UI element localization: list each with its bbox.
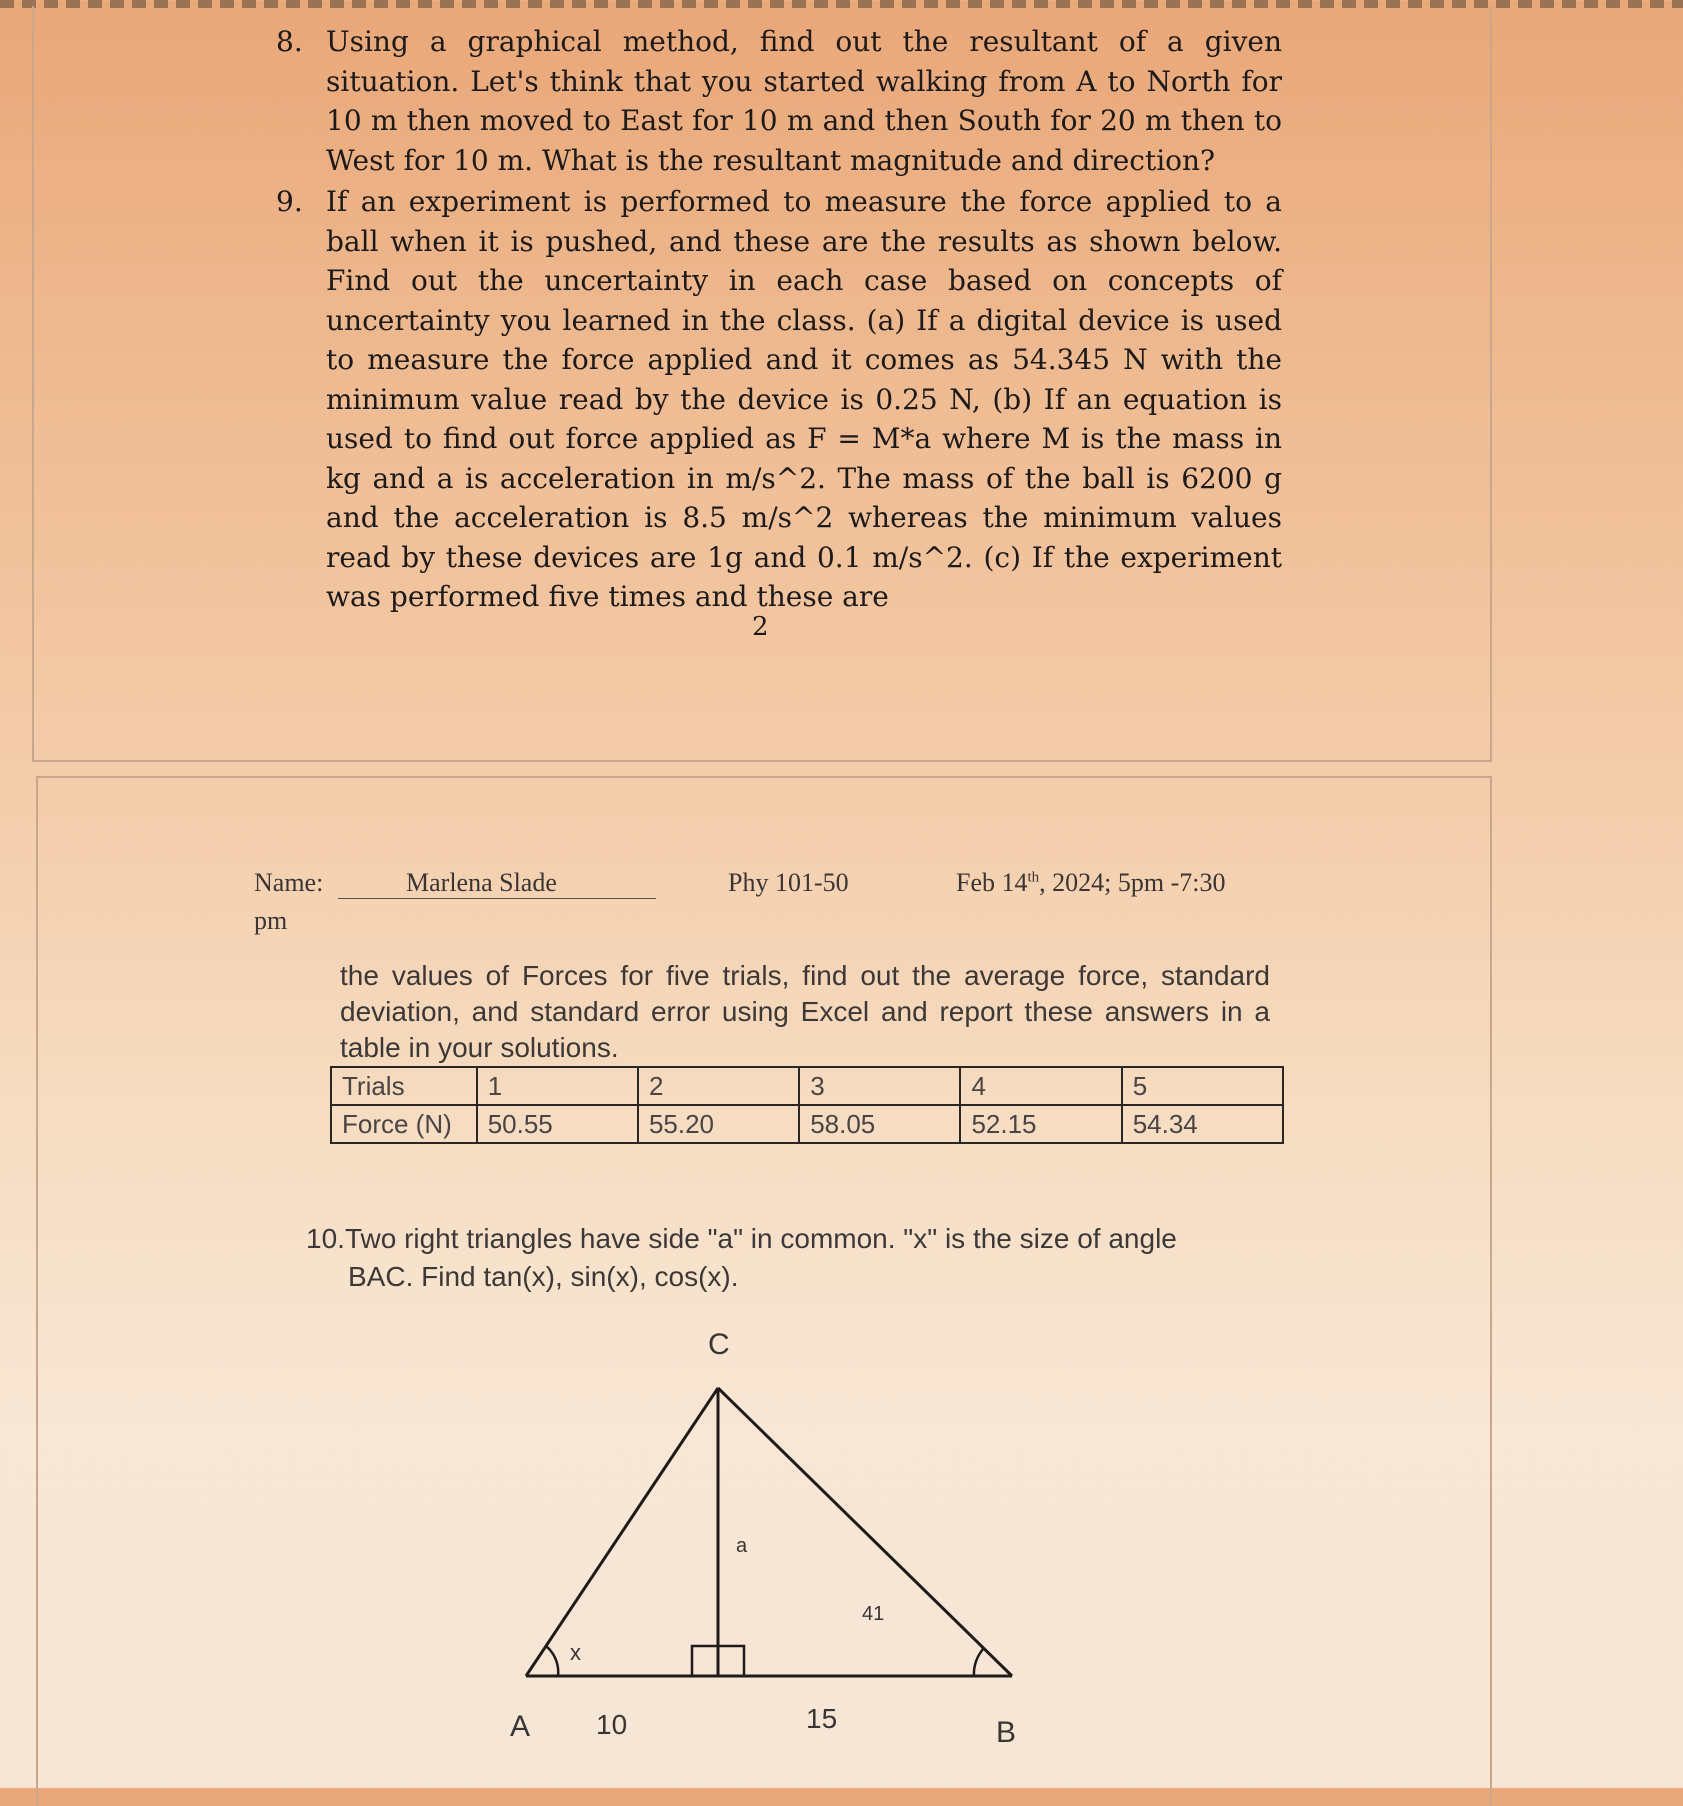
student-name: Marlena Slade [406,868,557,897]
table-cell: 54.34 [1122,1105,1283,1143]
table-cell: Force (N) [331,1105,477,1143]
question-10 [306,1220,1276,1296]
vertex-c-label: C [708,1328,730,1361]
side-hyp-label: 41 [862,1603,885,1625]
table-cell: 4 [960,1067,1121,1105]
question-9-continuation: the values of Forces for five trials, find out the average force, standard deviation, and standard error using Excel and report these answers in a table in your solutions. [340,960,1270,1063]
angle-b-arc [974,1648,984,1676]
side-cb [718,1388,1012,1676]
right-angle-marker-left [692,1646,718,1676]
table-cell: 5 [1122,1067,1283,1105]
class-date: Feb 14th, 2024; 5pm -7:30 [956,868,1226,897]
table-cell: 50.55 [477,1105,638,1143]
table-cell: 1 [477,1067,638,1105]
question-9 [276,182,1282,617]
table-cell: 58.05 [799,1105,960,1143]
table-cell: 55.20 [638,1105,799,1143]
force-trials-table [330,1066,1284,1144]
side-a-label: a [736,1535,748,1557]
name-label: Name: [254,868,324,897]
table-row-trials [331,1067,1283,1105]
question-8-text: Using a graphical method, find out the resultant of a given situation. Let's think that you started walking from A to North for 10 m then moved to East for 10 m and then South for 20 m then to West for 10 m. What is the resultant magnitude and direction? [326,25,1282,177]
table-cell: 2 [638,1067,799,1105]
vertex-a-label: A [510,1710,531,1743]
table-cell: Trials [331,1067,477,1105]
class-date-pm: pm [254,906,288,935]
question-9-text: If an experiment is performed to measure the force applied to a ball when it is pushed, and these are the results as shown below. Find out the uncertainty in each case based on concepts of uncertainty you learned in the class. (a) If a digital device is used to measure the force applied and it comes as 54.345 N with the minimum value read by the device is 0.25 N, (b) If an equation is used to find out force applied as F = M*a where M is the mass in kg and a is acceleration in m/s^2. The mass of the ball is 6200 g and the acceleration is 8.5 m/s^2 whereas the minimum values read by these devices are 1g and 0.1 m/s^2. (c) If the experiment was performed five times and these are [326,185,1282,613]
question-10-line2: BAC. Find tan(x), sin(x), cos(x). [348,1261,739,1292]
right-angle-marker-right [718,1646,744,1676]
course-code: Phy 101-50 [728,868,849,897]
side-ac [526,1388,718,1676]
angle-x-arc [546,1646,558,1676]
question-9-number: 9. [276,185,303,218]
right-triangles-figure [470,1310,1030,1770]
base-right-length: 15 [806,1703,838,1734]
table-cell: 52.15 [960,1105,1121,1143]
question-8 [276,22,1282,180]
vertex-b-label: B [996,1716,1017,1749]
table-cell: 3 [799,1067,960,1105]
base-left-length: 10 [596,1709,628,1740]
question-8-number: 8. [276,25,303,58]
question-10-number: 10. [306,1223,345,1254]
question-10-line1: Two right triangles have side "a" in common. "x" is the size of angle [344,1223,1177,1254]
angle-x-label: x [570,1640,581,1665]
name-underline [338,898,656,899]
page-number: 2 [752,612,769,642]
table-row-force [331,1105,1283,1143]
